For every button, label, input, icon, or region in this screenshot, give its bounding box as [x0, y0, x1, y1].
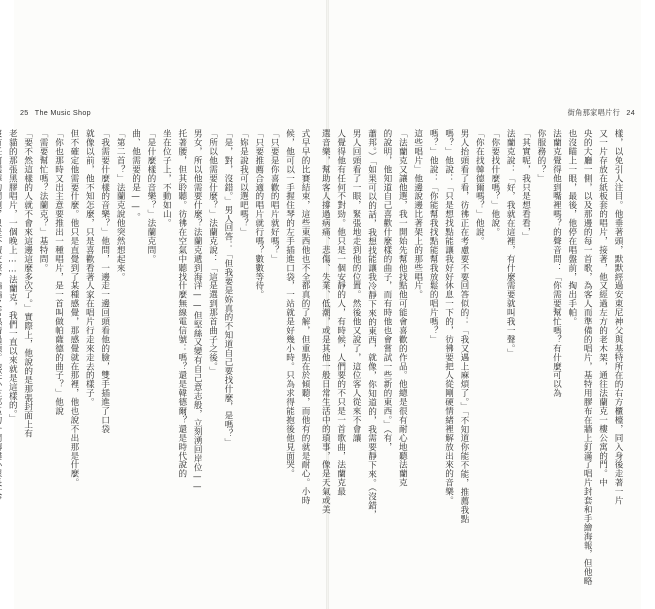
left-page-body-text [7, 129, 312, 505]
right-page-body-text [320, 129, 625, 586]
left-text-column: 「需要幫忙嗎？法蘭克？」基特問。 [38, 129, 49, 273]
right-text-column: 男人抬頭看了看，彷彿正在考慮要不要回答似的：「我又遇上麻煩了。」「不知道你能不能，推薦我點 [458, 129, 469, 524]
right-text-column: 「你在找韓德爾嗎？」他說。 [474, 129, 485, 246]
left-text-column: 老貓的那張黑膠唱片，一個晚上……法蘭克，我們一直以來就是這樣的。」 [7, 129, 18, 423]
right-page-number: 24 [626, 108, 635, 117]
right-text-column: 也沒瞄上一眼，最後，他停在唱盤前，掏出手帕。 [566, 129, 577, 326]
right-text-column: 又一片存放在紙板套的唱片，接著，他又經過左方的老木架，通往法蘭克一樓公寓的門。中 [597, 129, 608, 487]
left-text-column: 候，他可以一手握住琴的左手插進口袋，一站就是好幾小時。只為求得能抱後他見面哭。 [284, 129, 295, 479]
left-text-column: 「我需要什麼樣的音樂？」他問，一邊走一邊回頭看他的臉，雙手插進了口袋 [99, 129, 110, 434]
left-text-column: 「第二首？」法蘭克說他突然想起來。 [115, 129, 126, 282]
right-text-column: 央的大廳一側，以及那邊的每一首歌，為客人而準備的唱片，基特用膠布在牆上釘滿了唱片封套和手繪海報，但他略 [582, 129, 593, 586]
left-text-column: 「所以他需要什麼？」法蘭克說：「這是選到那首曲子之後。」 [207, 129, 218, 376]
right-text-column: 法蘭克覺得他到嘴裡嗎？的聲音問：「你需要幫忙嗎？有什麼可以為 [551, 129, 562, 398]
right-text-column: 這些唱片」他邊說邊比著架上的那些唱片。 [412, 129, 423, 300]
left-text-column [0, 129, 4, 471]
right-text-column: 嗎？」他說：「你能幫我找點能幫我放鬆的唱片嗎？」 [428, 129, 439, 344]
left-text-column: 男女，所以他需要什麼？法蘭克遞到海洋——但堅絲又變有自己意志般，立刻湧回岸位—— [192, 129, 203, 493]
right-running-title: 街角那家唱片行 [567, 108, 621, 117]
right-page-header [568, 108, 635, 118]
left-text-column: 托著腰，但其聆聽。彷彿在空氣中聽找什麼無線電信號：嗎？還是韓德爾？還是時代說的 [176, 129, 187, 479]
left-text-column: 「你也那時又出主意要推出一種唱片，是一首叫做帕薩德的曲子？」他說 [53, 129, 64, 416]
left-text-column: 「要不然這樣的人就不會來這邊這麼多次了。」實際上，他說的是那張封面上有 [22, 129, 33, 438]
left-text-column: 就像以前，他不知怎麼，只是喜歡看著人家在唱片行走來走去的樣子。 [84, 129, 95, 407]
left-running-title: The Music Shop [34, 108, 91, 117]
left-text-column: 「是什麼樣的音樂？」法蘭克問。 [145, 129, 156, 264]
right-text-column: 「法蘭克又讓他選，我一開始先幫他找點他可能會喜歡的作品。他總是很有耐心地聽法蘭克 [397, 129, 408, 487]
left-text-column: 「是，對，沒錯。」男人回答：「但我要是妳真的不知道自己要找什麼，是嗎？」 [222, 129, 233, 447]
left-text-column: 「妳是說我可以選吧嗎？」 [238, 129, 249, 237]
left-page-number: 25 [20, 108, 29, 117]
right-text-column: 人覺得他有任何不對勁。他只是一個安靜的人，有時候，人們要的不只是一首歌曲，法蘭克最 [335, 129, 346, 496]
right-text-column: 嗎？」他說：「只是想找點能讓我好好休息一下的，彷彿要把人從剛硬情緒裡解放出來的音樂。 [443, 129, 454, 505]
left-text-column: 坐在位子上，不動如山。 [161, 129, 172, 228]
right-text-column: 樣，以免引人注目。他垂著頭，默默經過安東尼神父與基特所在的右方櫃檯，同入身後走著一片 [613, 129, 623, 505]
right-text-column: 法蘭克說：「好，我就在這裡，有什麼需要就叫我一聲。」 [505, 129, 516, 358]
left-page-header [20, 108, 91, 117]
right-text-column: 「其實呢，我只是想看看，」 [520, 129, 531, 242]
left-text-column: 式早早的比賽結束，這些東西他也不全都真的了解，但重點在於傾聽，而他有的就是耐心。小時 [300, 129, 310, 505]
right-text-column: 選音樂，幫助客人撐過病痛、悲傷、失業、低潮，或是其他一般日常生活中的瑣事，像是天氣或美 [320, 129, 331, 514]
left-text-column: 曲、他需要的是——。 [130, 129, 141, 222]
left-text-column: 「只要是你喜歡的唱片就好嗎？」 [269, 129, 280, 264]
right-text-column: 你服務的？」 [535, 129, 546, 183]
right-text-column: 男人回頭看了一眼，緊張地走到他的位置。然後他又說了，這位客人從來不會讓 [351, 129, 362, 443]
right-text-column: 「你要找什麼嗎？」他說。 [489, 129, 500, 237]
right-text-column: 蕭邦。）「如果可以的話，我想找能讓我冷靜下來的東西，就像，你知道的，我需要靜下來。（沒錯， [366, 129, 377, 519]
right-text-column: 的說明，他知道自己喜歡什麼樣的曲子，而有時他也會嘗試一些新的東西。」（有， [381, 129, 392, 452]
left-text-column: 但不確定他需要什麼。他只是直覺到了某種感覺，那感覺就在那裡，他也說不出那是什麼。 [68, 129, 79, 487]
left-text-column: 「只要推薦合適的唱片就行嗎？數數等待。 [253, 129, 264, 300]
